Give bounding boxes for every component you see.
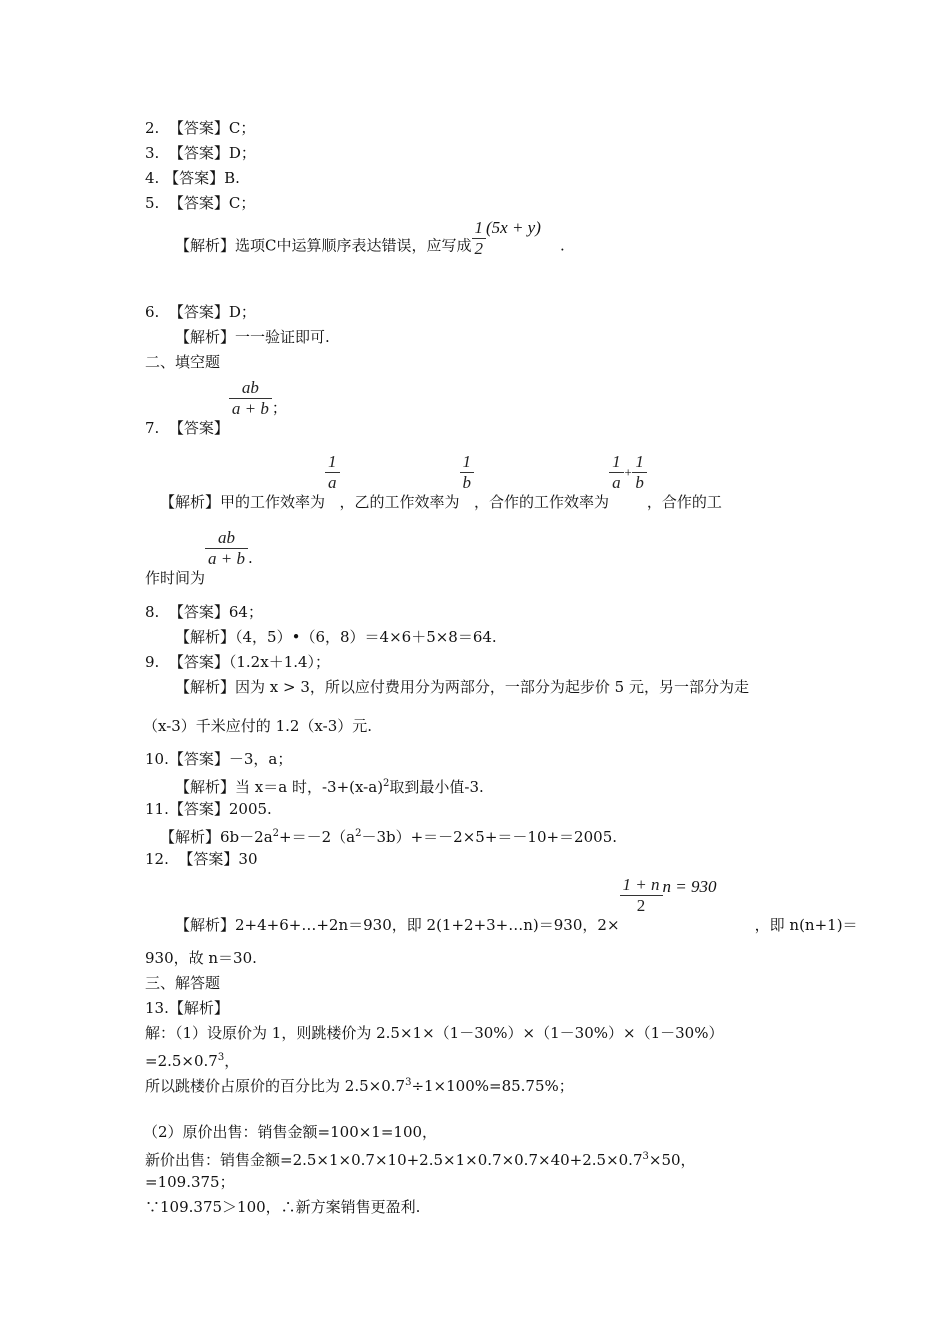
section-heading-fill-in: 二、填空题: [145, 353, 221, 371]
analysis-9-line2: （x-3）千米应付的 1.2（x-3）元.: [143, 717, 373, 735]
answer-2: 2. 【答案】C；: [145, 119, 256, 137]
solution-13-line1: 解：（1）设原价为 1，则跳楼价为 2.5×1×（1－30%）×（1－30%）×（1－30%）: [145, 1024, 724, 1042]
answer-11: 11.【答案】2005.: [145, 800, 272, 818]
answer-3: 3. 【答案】D；: [145, 144, 256, 162]
answer-7: 7. 【答案】 $\frac{ab}{a + b}$ ；: [145, 378, 287, 437]
answer-6: 6. 【答案】D；: [145, 303, 256, 321]
fraction-ab-over-a-plus-b: $\frac{ab}{a + b}$: [205, 528, 248, 569]
analysis-12-line2: 930，故 n＝30.: [145, 949, 257, 967]
analysis-6: 【解析】一一验证即可.: [175, 328, 330, 346]
analysis-7-line1: 【解析】甲的工作效率为 $\frac{1}{a}$ ，乙的工作效率为 $\frac{1}{b}$ ，合作的工作效率为 $\frac{1}{a}$ + $\frac{1}{b}$ ，合作的工: [160, 452, 722, 511]
analysis-10: 【解析】当 x＝a 时，$-3+(x-a)^2$取到最小值-3.: [175, 778, 484, 796]
analysis-12-line1: 【解析】2+4+6+…+2n＝930，即 2(1+2+3+…n)＝930，2× $\frac{1 + n}{2}$ n = 930 ，即 n(n+1)＝: [175, 875, 858, 934]
analysis-8: 【解析】（4，5）•（6，8）＝4×6＋5×8＝64.: [175, 628, 497, 646]
analysis-9-line1: 【解析】因为 x > 3，所以应付费用分为两部分，一部分为起步价 5 元，另一部分为走: [175, 678, 749, 696]
answer-10: 10.【答案】－3，a；: [145, 750, 293, 768]
fraction-1-over-a: $\frac{1}{a}$: [325, 452, 340, 493]
answer-9: 9. 【答案】（1.2x＋1.4）；: [145, 653, 331, 671]
solution-13-line6: =109.375；: [145, 1173, 235, 1191]
answer-8: 8. 【答案】64；: [145, 603, 263, 621]
solution-13-line7: ∵109.375＞100，∴新方案销售更盈利.: [145, 1198, 421, 1216]
solution-13-line3: 所以跳楼价占原价的百分比为 $2.5\times 0.7^3\div 1\times 100\%=85.75\%$；: [145, 1077, 574, 1095]
fraction-1-over-b: $\frac{1}{b}$: [632, 452, 647, 493]
fraction-1-over-a: $\frac{1}{a}$: [609, 452, 624, 493]
analysis-11: 【解析】$6b-2a^2+=-2(a^2-3b)+=-2\times 5+=-10+=2005$.: [160, 828, 618, 846]
answer-5: 5. 【答案】C；: [145, 194, 256, 212]
fraction-1-plus-n-over-2: $\frac{1 + n}{2}$: [620, 875, 663, 916]
solution-13-line2: $=2.5\times 0.7^3$，: [145, 1052, 240, 1070]
section-heading-solutions: 三、解答题: [145, 974, 221, 992]
analysis-7-line2: 作时间为 $\frac{ab}{a + b}$ .: [145, 528, 253, 587]
answer-4: 4. 【答案】B.: [145, 169, 240, 187]
fraction-one-half: $\frac{1}{2}$: [472, 218, 487, 259]
solution-13-line5: 新价出售：销售金额$=2.5\times 1\times 0.7\times 10+2.5\times 1\times 0.7\times 0.7\times 40+2.5\times 0.7^3\times 50$，: [145, 1151, 696, 1169]
analysis-5: 【解析】选项C中运算顺序表达错误，应写成 $\frac{1}{2}$ (5x + y) .: [175, 217, 565, 258]
fraction-1-over-b: $\frac{1}{b}$: [460, 452, 475, 493]
answer-12: 12. 【答案】30: [145, 850, 258, 868]
answer-13-heading: 13.【解析】: [145, 999, 229, 1017]
solution-13-line4: （2）原价出售：销售金额=100×1=100，: [143, 1123, 438, 1141]
fraction-ab-over-a-plus-b: $\frac{ab}{a + b}$: [229, 378, 272, 419]
